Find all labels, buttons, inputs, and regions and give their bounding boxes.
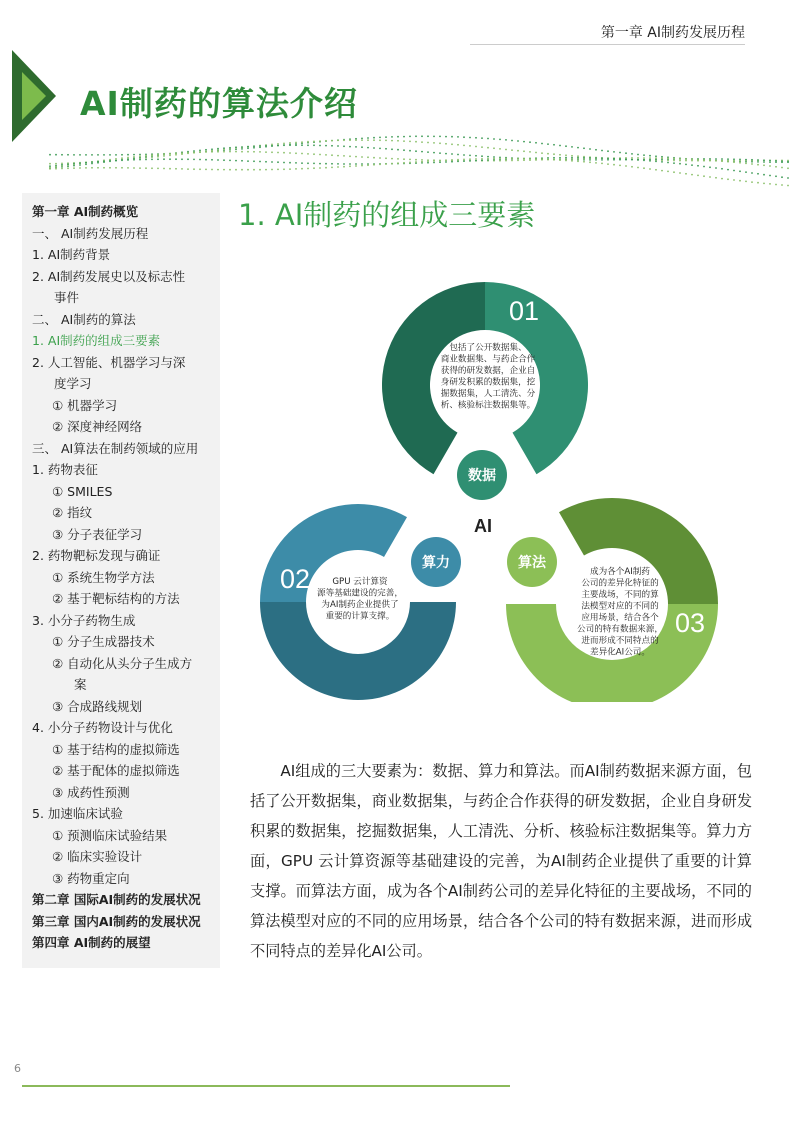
toc-item[interactable]: 案 xyxy=(74,677,87,692)
svg-text:包括了公开数据集、: 包括了公开数据集、 xyxy=(449,343,527,353)
toc-item[interactable]: ② 基于配体的虚拟筛选 xyxy=(52,763,180,778)
toc-item[interactable]: ① SMILES xyxy=(52,483,113,499)
toc-item[interactable]: ① 基于结构的虚拟筛选 xyxy=(52,741,180,757)
svg-text:成为各个AI制药: 成为各个AI制药 xyxy=(590,567,650,577)
toc-item[interactable]: 2. AI制药发展史以及标志性 xyxy=(32,268,186,284)
svg-text:析、核验标注数据集等。: 析、核验标注数据集等。 xyxy=(440,400,536,411)
badge-label: 算力 xyxy=(422,555,450,571)
svg-text:公司的差异化特征的: 公司的差异化特征的 xyxy=(581,578,659,589)
toc-chapter-item[interactable]: 第四章 AI制药的展望 xyxy=(32,935,151,950)
toc-item[interactable]: 3. 小分子药物生成 xyxy=(32,612,136,628)
toc-item[interactable]: 2. 人工智能、机器学习与深 xyxy=(32,354,186,370)
ring-description xyxy=(577,565,663,658)
toc-item[interactable]: ① 机器学习 xyxy=(52,397,118,413)
svg-text:主要战场，不同的算: 主要战场，不同的算 xyxy=(581,590,659,600)
toc-item[interactable]: ① 预测临床试验结果 xyxy=(52,827,168,843)
svg-text:公司的特有数据来源，: 公司的特有数据来源， xyxy=(577,624,663,635)
svg-text:重要的计算支撑。: 重要的计算支撑。 xyxy=(325,611,395,622)
toc-item[interactable]: 4. 小分子药物设计与优化 xyxy=(32,720,173,735)
header-divider xyxy=(470,44,745,45)
table-of-contents xyxy=(22,193,220,968)
toc-chapter-item[interactable]: 第二章 国际AI制药的发展状况 xyxy=(32,892,201,907)
ring-description xyxy=(317,575,403,622)
toc-item[interactable]: 5. 加速临床试验 xyxy=(32,806,123,821)
svg-text:为AI制药企业提供了: 为AI制药企业提供了 xyxy=(321,600,399,610)
ring-number: 03 xyxy=(675,608,706,638)
toc-item[interactable]: ② 自动化从头分子生成方 xyxy=(52,655,193,671)
toc-item[interactable]: 1. AI制药的组成三要素 xyxy=(32,333,161,348)
toc-item[interactable]: ③ 分子表征学习 xyxy=(52,526,143,542)
toc-item[interactable]: ① 分子生成器技术 xyxy=(52,634,155,649)
toc-item[interactable]: ③ 成药性预测 xyxy=(52,784,130,800)
toc-item[interactable]: ① 系统生物学方法 xyxy=(52,569,155,585)
toc-item[interactable]: 一、 AI制药发展历程 xyxy=(32,225,149,241)
svg-text:应用场景，结合各个: 应用场景，结合各个 xyxy=(581,613,659,623)
toc-item[interactable]: 二、 AI制药的算法 xyxy=(32,311,136,327)
three-elements-diagram xyxy=(250,282,730,702)
footer-divider xyxy=(22,1085,510,1087)
toc-item[interactable]: 1. AI制药背景 xyxy=(32,247,111,262)
toc-item[interactable]: ② 临床实验设计 xyxy=(52,849,143,864)
page-number: 6 xyxy=(14,1062,21,1075)
svg-text:源等基础建设的完善，: 源等基础建设的完善， xyxy=(317,588,403,599)
dotted-wave-decoration xyxy=(0,128,793,198)
svg-text:掘数据集，人工清洗、分: 掘数据集，人工清洗、分 xyxy=(440,389,536,399)
svg-text:进而形成不同特点的: 进而形成不同特点的 xyxy=(581,636,659,646)
toc-item[interactable]: ② 深度神经网络 xyxy=(52,419,143,434)
toc-item[interactable]: 三、 AI算法在制药领域的应用 xyxy=(32,440,199,456)
ring-number: 02 xyxy=(280,564,311,594)
toc-item[interactable]: ② 基于靶标结构的方法 xyxy=(52,591,180,606)
toc-item[interactable]: ③ 合成路线规划 xyxy=(52,698,143,714)
center-label: AI xyxy=(474,516,492,536)
svg-text:身研发积累的数据集，挖: 身研发积累的数据集，挖 xyxy=(440,377,536,388)
toc-item[interactable]: 度学习 xyxy=(54,376,92,391)
ring-algo xyxy=(504,498,718,702)
svg-text:法模型对应的不同的: 法模型对应的不同的 xyxy=(581,601,659,612)
toc-chapter-item[interactable]: 第一章 AI制药概览 xyxy=(32,204,139,219)
toc-item[interactable]: 2. 药物靶标发现与确证 xyxy=(32,548,161,563)
ring-description xyxy=(441,341,536,411)
chapter-title: AI制药的算法介绍 xyxy=(80,84,358,123)
body-paragraph: AI组成的三大要素为：数据、算力和算法。而AI制药数据来源方面，包括了公开数据集，商业数据集，与药企合作获得的研发数据，企业自身研发积累的数据集，挖掘数据集，人工清洗、分析、核验标注数据集等。算力方面，GPU 云计算资源等基础建设的完善，为AI制药企业提供了重要的计算支撑。而算法方面，成为各个AI制药公司的差异化特征的主要战场，不同的算法模型对应的不同的应用场景，结合各个公司的特有数据来源，进而形成不同特点的差异化AI公司。 xyxy=(250,762,752,960)
toc-item[interactable]: ② 指纹 xyxy=(52,505,93,520)
toc-item[interactable]: 事件 xyxy=(54,290,80,305)
toc-chapter-item[interactable]: 第三章 国内AI制药的发展状况 xyxy=(32,913,201,929)
ring-number: 01 xyxy=(509,296,540,326)
badge-label: 算法 xyxy=(518,555,546,571)
ring-compute xyxy=(260,504,464,700)
svg-text:差异化AI公司。: 差异化AI公司。 xyxy=(590,647,650,658)
toc-item[interactable]: ③ 药物重定向 xyxy=(52,870,130,886)
svg-text:GPU 云计算资: GPU 云计算资 xyxy=(332,577,388,587)
running-head: 第一章 AI制药发展历程 xyxy=(600,25,745,41)
badge-label: 数据 xyxy=(468,468,496,484)
toc-item[interactable]: 1. 药物表征 xyxy=(32,462,98,477)
svg-text:获得的研发数据，企业自: 获得的研发数据，企业自 xyxy=(440,366,536,376)
section-title: 1. AI制药的组成三要素 xyxy=(238,198,536,232)
svg-text:商业数据集、与药企合作: 商业数据集、与药企合作 xyxy=(440,354,536,365)
ring-data xyxy=(382,282,588,503)
